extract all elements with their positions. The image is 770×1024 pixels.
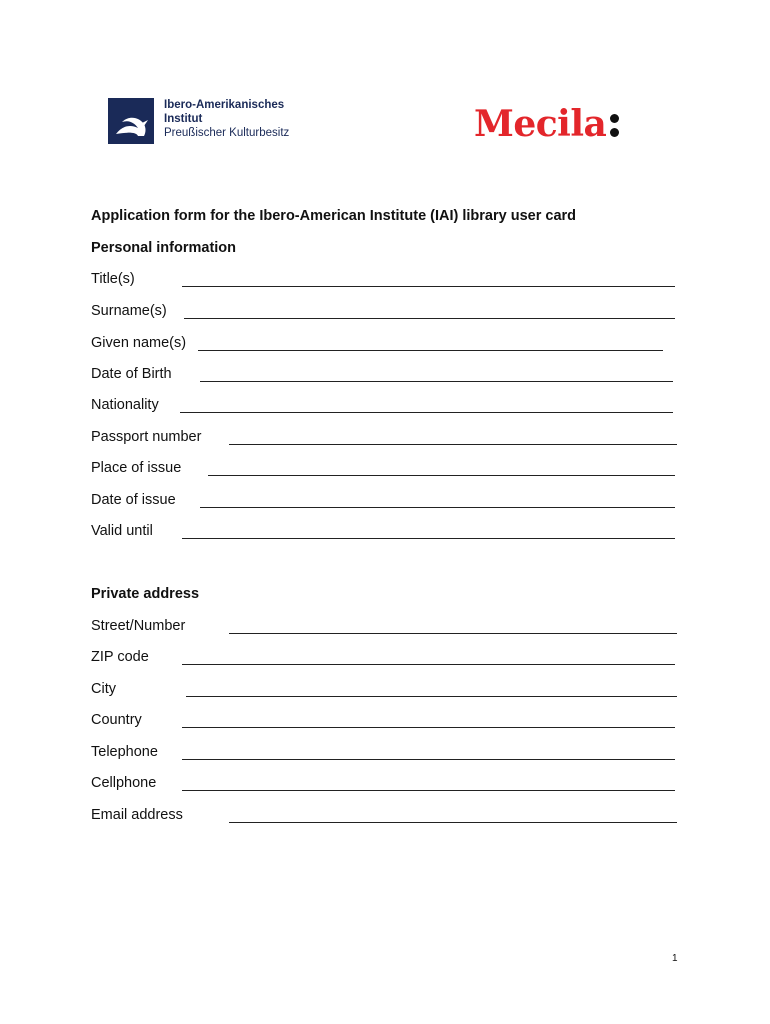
field-input-line[interactable] [229,633,677,634]
field-input-line[interactable] [182,790,675,791]
field-label: Title(s) [91,271,135,287]
iai-logo-line2: Institut [164,113,203,125]
iai-logo-text [164,98,289,140]
field-label: ZIP code [91,649,149,665]
field-input-line[interactable] [186,696,677,697]
field-label: Cellphone [91,775,157,791]
field-label: Telephone [91,744,158,760]
field-label: Nationality [91,397,159,413]
field-label: Surname(s) [91,303,167,319]
field-input-line[interactable] [200,507,675,508]
field-label: City [91,681,116,697]
mecila-logo [474,104,620,144]
field-input-line[interactable] [198,350,663,351]
iai-logo [108,98,328,144]
personal-information-heading: Personal information [91,240,237,256]
mecila-colon-icon [610,108,620,138]
field-input-line[interactable] [182,727,675,728]
field-input-line[interactable] [200,381,673,382]
field-label: Date of issue [91,492,176,508]
field-input-line[interactable] [182,286,675,287]
field-input-line[interactable] [182,538,675,539]
mecila-logo-word: Mecila [474,103,607,145]
page-number: 1 [672,953,678,964]
field-input-line[interactable] [208,475,675,476]
field-label: Email address [91,807,183,823]
field-label: Date of Birth [91,366,172,382]
document-title: Application form for the Ibero-American Institute (IAI) library user card [91,208,577,224]
field-input-line[interactable] [184,318,675,319]
field-input-line[interactable] [229,822,677,823]
field-input-line[interactable] [182,759,675,760]
field-label: Place of issue [91,460,182,476]
field-input-line[interactable] [229,444,677,445]
iai-logo-line1: Ibero-Amerikanisches [164,99,285,111]
field-label: Street/Number [91,618,186,634]
field-input-line[interactable] [182,664,675,665]
field-input-line[interactable] [180,412,673,413]
field-label: Valid until [91,523,153,539]
iai-logo-line3: Preußischer Kulturbesitz [164,127,290,139]
field-label: Country [91,712,142,728]
field-label: Given name(s) [91,335,187,351]
iai-bird-emblem-icon [108,98,154,144]
private-address-heading: Private address [91,586,200,602]
field-label: Passport number [91,429,202,445]
